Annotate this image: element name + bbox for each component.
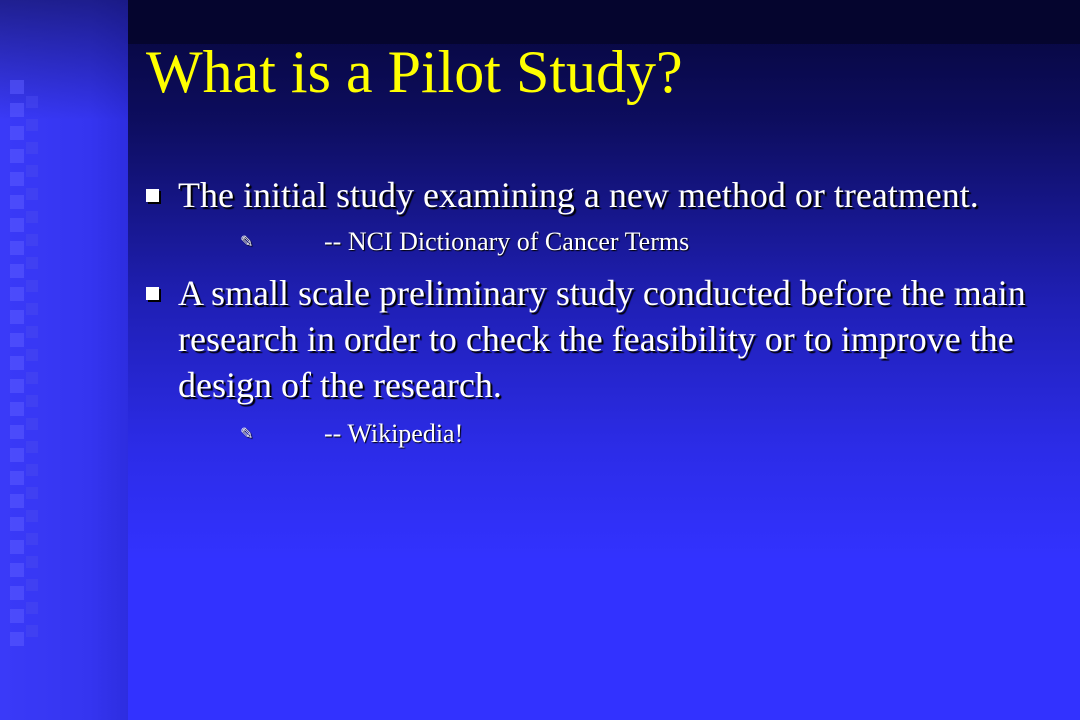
decorative-square [10,609,24,623]
decorative-square [10,379,24,393]
decorative-square [26,372,38,384]
decorative-square [10,287,24,301]
decorative-square [10,632,24,646]
source-citation: -- Wikipedia! [324,419,464,448]
decorative-square [10,540,24,554]
decorative-square [10,103,24,117]
decorative-square [10,402,24,416]
decorative-square [26,579,38,591]
bullet-text: The initial study examining a new method or treatment. [178,175,979,215]
decorative-square [26,395,38,407]
decorative-square [26,533,38,545]
decorative-square [10,195,24,209]
bullet-text: A small scale preliminary study conducted before the main research in order to check the feasibility or to improve the design of the research. [178,273,1026,405]
decorative-square [26,303,38,315]
decorative-square [26,119,38,131]
decorative-square [10,241,24,255]
decorative-square [26,142,38,154]
left-strip-dots-secondary [26,96,40,696]
decorative-square [26,257,38,269]
decorative-square [10,586,24,600]
decorative-square [26,602,38,614]
square-bullet-icon [146,287,159,300]
decorative-square [10,264,24,278]
decorative-square [10,149,24,163]
decorative-square [26,165,38,177]
sub-bullet-item [240,416,1046,452]
decorative-square [26,510,38,522]
square-bullet-icon [146,189,159,202]
pencil-icon: ✎ [240,424,254,443]
decorative-square [10,80,24,94]
decorative-square [10,494,24,508]
sub-bullet-item [240,224,1046,260]
decorative-square [10,425,24,439]
decorative-square [26,487,38,499]
decorative-square [26,418,38,430]
decorative-square [26,188,38,200]
decorative-square [10,310,24,324]
decorative-square [26,441,38,453]
decorative-square [10,563,24,577]
decorative-square [10,517,24,531]
left-decorative-strip [0,0,128,720]
decorative-square [26,211,38,223]
decorative-square [26,280,38,292]
decorative-square [10,126,24,140]
decorative-square [10,218,24,232]
slide-content [146,172,1046,452]
slide-title: What is a Pilot Study? [146,39,683,105]
decorative-square [26,556,38,568]
decorative-square [26,326,38,338]
decorative-square [10,448,24,462]
decorative-square [26,349,38,361]
decorative-square [10,356,24,370]
bullet-item [146,270,1046,408]
source-citation: -- NCI Dictionary of Cancer Terms [324,227,690,256]
bullet-item [146,172,1046,218]
decorative-square [10,333,24,347]
decorative-square [10,172,24,186]
decorative-square [26,234,38,246]
decorative-square [10,471,24,485]
decorative-square [26,96,38,108]
decorative-square [26,464,38,476]
decorative-square [26,625,38,637]
pencil-icon: ✎ [240,232,254,251]
